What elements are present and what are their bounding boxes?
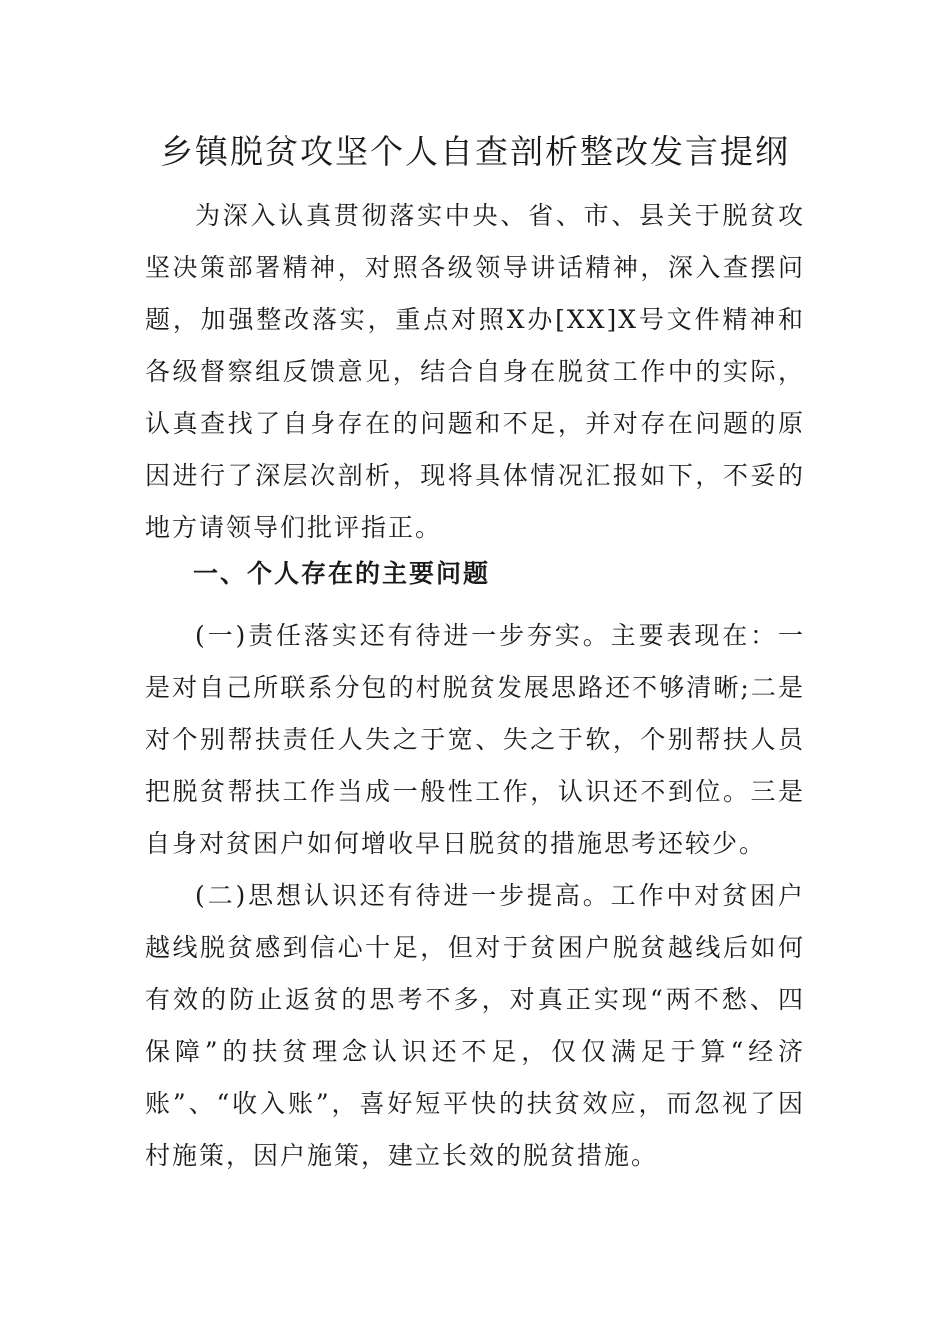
document-title: 乡镇脱贫攻坚个人自查剖析整改发言提纲 [160,132,790,171]
section-heading-1: 一、个人存在的主要问题 [193,559,491,588]
problem-item-2: (二)思想认识还有待进一步提高。工作中对贫困户越线脱贫感到信心十足，但对于贫困户脱贫越线后如何有效的防止返贫的思考不多，对真正实现“两不愁、四保障”的扶贫理念认识还不足，仅仅满足于算“经济账”、“收入账”，喜好短平快的扶贫效应，而忽视了因村施策，因户施策，建立长效的脱贫措施。 [145,881,805,1170]
intro-paragraph: 为深入认真贯彻落实中央、省、市、县关于脱贫攻坚决策部署精神，对照各级领导讲话精神，深入查摆问题，加强整改落实，重点对照X办[XX]X号文件精神和各级督察组反馈意见，结合自身在脱贫工作中的实际，认真查找了自身存在的问题和不足，并对存在问题的原因进行了深层次剖析，现将具体情况汇报如下，不妥的地方请领导们批评指正。 [145,201,805,542]
problem-item-1: (一)责任落实还有待进一步夯实。主要表现在：一是对自己所联系分包的村脱贫发展思路还不够清晰;二是对个别帮扶责任人失之于宽、失之于软，个别帮扶人员把脱贫帮扶工作当成一般性工作，认识还不到位。三是自身对贫困户如何增收早日脱贫的措施思考还较少。 [145,621,805,858]
